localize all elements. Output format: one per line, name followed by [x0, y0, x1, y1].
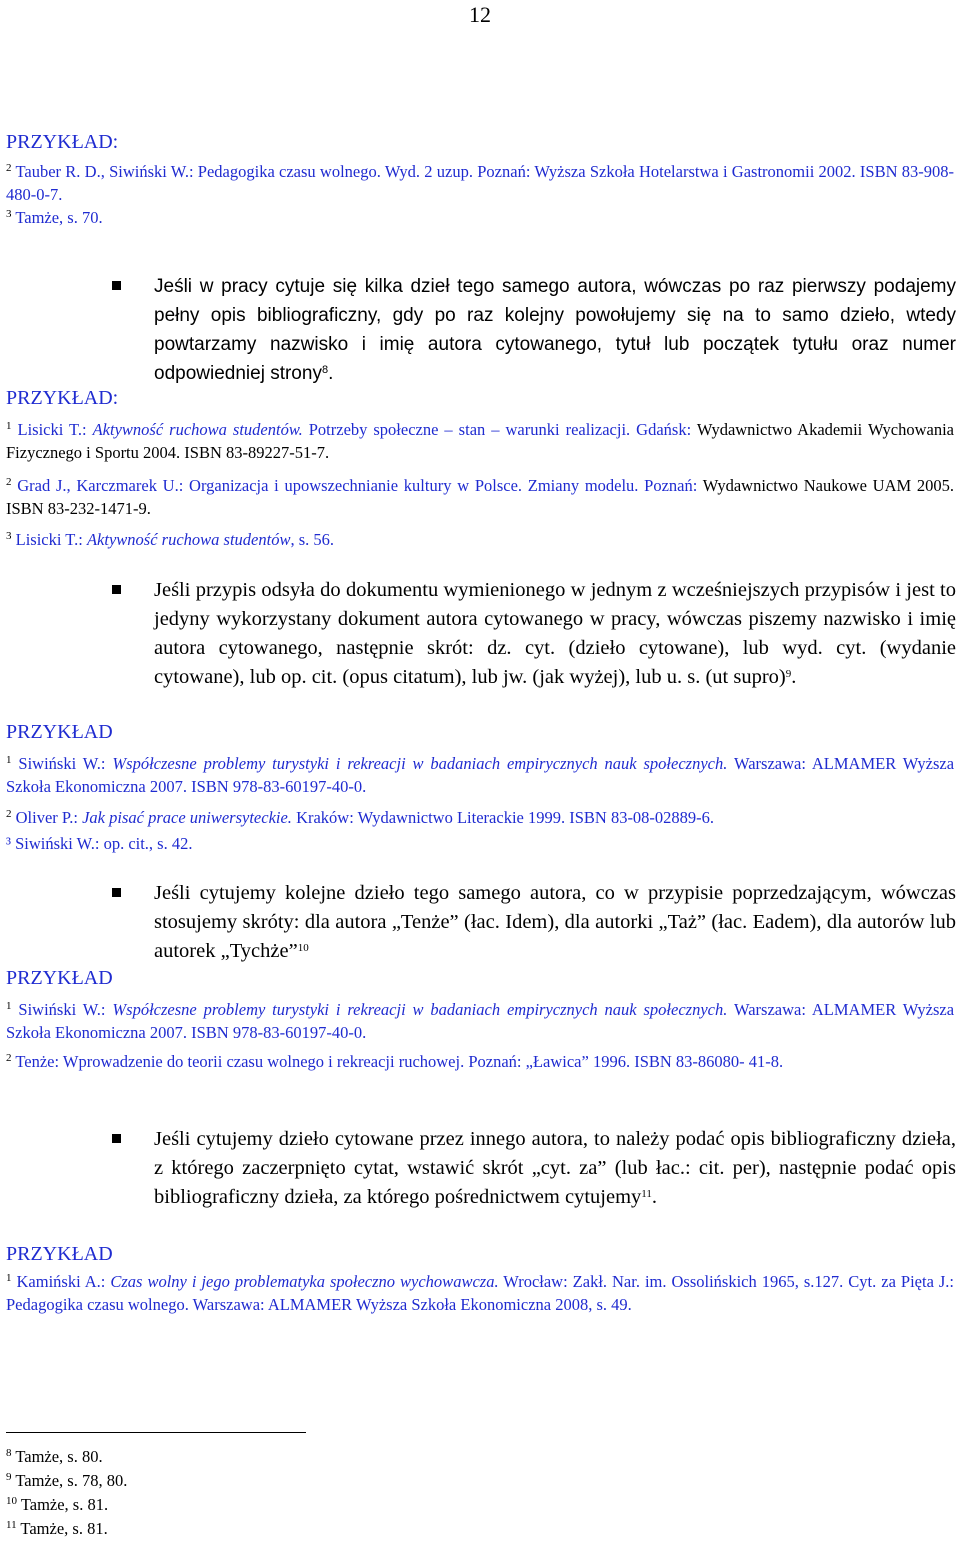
- footnote-ref: 11: [641, 1188, 652, 1200]
- footnote-entry: [6, 206, 954, 229]
- footnote-entry: [6, 998, 954, 1044]
- footnote-entry: [6, 418, 954, 464]
- footnote-number: 3: [6, 208, 12, 220]
- footnote-text: Siwiński W.: op. cit., s. 42.: [15, 834, 193, 853]
- bullet-text: Jeśli w pracy cytuje się kilka dzieł tego samego autora, wówczas po raz pierwszy podajemy pełny opis bibliograficzny, gdy po raz kolejny powołujemy się na to samo dzieło, wtedy powtarzamy nazwisko i imię autora cytowanego, tytuł lub początek tytułu oraz numer odpowiedniej strony: [154, 276, 956, 384]
- footnote-entry: [6, 528, 954, 551]
- page-footnote: $^8$ Tamże, s. 80.: [6, 1447, 103, 1466]
- footnote-title: Aktywność ruchowa studentów.: [92, 420, 303, 439]
- bullet-paragraph: Jeśli w pracy cytuje się kilka dzieł tego samego autora, wówczas po raz pierwszy podajemy pełny opis bibliograficzny, gdy po raz kolejny powołujemy się na to samo dzieło, wtedy powtarzamy nazwisko i imię autora cytowanego, tytuł lub początek tytułu oraz numer odpowiedniej strony$^8$.: [112, 272, 956, 388]
- example-label: PRZYKŁAD:: [6, 131, 119, 153]
- footnote-title: Aktywność ruchowa studentów: [86, 530, 291, 549]
- footnote-entry: [6, 832, 954, 855]
- footnote-author: Siwiński W.:: [18, 754, 106, 773]
- square-bullet-icon: [112, 888, 121, 897]
- bullet-paragraph: Jeśli przypis odsyła do dokumentu wymienionego w jednym z wcześniejszych przypisów i jest to jedyny wykorzystany dokument autora cytowanego w pracy, wówczas piszemy nazwisko i imię autora cytowanego, następnie skrót: dz. cyt. (dzieło cytowane), lub wyd. cyt. (wydanie cytowane), lub op. cit. (opus citatum), lub jw. (jak wyżej), lub u. s. (ut supro)$^9$.: [112, 576, 956, 692]
- footnote-number: 3: [6, 530, 12, 542]
- footnote-publisher: Potrzeby społeczne – stan – warunki realizacji. Gdańsk:: [308, 420, 692, 439]
- footnote-number: 1: [6, 420, 12, 432]
- footnote-rest: 1965, s.127. Cyt. za Pięta J.:: [761, 1272, 955, 1291]
- footnote-rest: Wydawnictwo Akademii Wychowania Fizycznego i Sportu 2004. ISBN 83-89227-51-7.: [6, 420, 954, 462]
- footnote-number: ³: [6, 834, 11, 853]
- footnote-entry: [6, 160, 954, 206]
- square-bullet-icon: [112, 1134, 121, 1143]
- footnote-rest: Warszawa: ALMAMER Wyższa Szkoła Ekonomiczna 2007. ISBN 978-83-60197-40-0.: [6, 754, 955, 796]
- example-label: PRZYKŁAD: [6, 721, 113, 743]
- bullet-text: Jeśli cytujemy dzieło cytowane przez innego autora, to należy podać opis bibliograficzny dzieła, z którego zaczerpnięto cytat, wstawić skrót „cyt. za” (lub łac.: cit. per), następnie podać opis bibliograficzny dzieła, za którego pośrednictwem cytujemy: [154, 1128, 956, 1208]
- footnote-text: Tauber R. D., Siwiński W.: Pedagogika czasu wolnego. Wyd. 2 uzup. Poznań: Wyższa Szkoła Hotelarstwa i Gastronomii 2002. ISBN 83-908-480-0-7.: [6, 162, 954, 204]
- footnote-entry: [6, 474, 954, 520]
- footnote-rest: Warszawa: ALMAMER Wyższa Szkoła Ekonomiczna 2007. ISBN 978-83-60197-40-0.: [6, 1000, 955, 1042]
- footnote-author: Lisicki T.:: [15, 530, 83, 549]
- bullet-paragraph: [112, 879, 956, 966]
- footnote-entry: [6, 1050, 954, 1073]
- footnote-entry: [6, 806, 954, 829]
- page-footnote: $^9$ Tamże, s. 78, 80.: [6, 1471, 128, 1490]
- footnote-ref: 8: [321, 364, 329, 376]
- footnote-number: 2: [6, 808, 12, 820]
- footnote-title: Wprowadzenie do teorii czasu wolnego i rekreacji ruchowej. Poznań: „Ławica” 1996. ISBN 83-86080-: [62, 1052, 745, 1071]
- bullet-paragraph: Jeśli cytujemy dzieło cytowane przez innego autora, to należy podać opis bibliograficzny dzieła, z którego zaczerpnięto cytat, wstawić skrót „cyt. za” (lub łac.: cit. per), następnie podać opis bibliograficzny dzieła, za którego pośrednictwem cytujemy$^{11}$.: [112, 1125, 956, 1212]
- footnote-number: 2: [6, 162, 12, 174]
- footnote-text: Tamże, s. 70.: [15, 208, 103, 227]
- footnote-number: 1: [6, 1272, 12, 1284]
- footnote-title: Współczesne problemy turystyki i rekreacji w badaniach empirycznych nauk społecznych.: [112, 754, 728, 773]
- footnote-author: Siwiński W.:: [18, 1000, 106, 1019]
- footnote-rest: 41-8.: [748, 1052, 784, 1071]
- footnote-author: Kamiński A.:: [16, 1272, 106, 1291]
- footnote-author: Grad J., Karczmarek U.:: [17, 476, 184, 495]
- footnote-entry: [6, 1270, 954, 1316]
- page-number: 12: [469, 2, 491, 27]
- footnote-rest: Wydawnictwo Naukowe UAM 2005. ISBN 83-232-1471-9.: [6, 476, 955, 518]
- footnote-number: 2: [6, 1052, 12, 1064]
- footnote-title: Współczesne problemy turystyki i rekreacji w badaniach empirycznych nauk społecznych.: [112, 1000, 728, 1019]
- footnote-entry: [6, 752, 954, 798]
- example-label: PRZYKŁAD: [6, 1243, 113, 1265]
- example-label: PRZYKŁAD: [6, 967, 113, 989]
- page-footnote: $^{10}$ Tamże, s. 81.: [6, 1495, 109, 1514]
- footnote-title: Jak pisać prace uniwersyteckie.: [82, 808, 292, 827]
- footnote-author: Tenże:: [15, 1052, 60, 1071]
- bullet-text: Jeśli cytujemy kolejne dzieło tego samego autora, co w przypisie poprzedzającym, wówczas stosujemy skróty: dla autora „Tenże” (łac. Idem), dla autorki „Taż” (łac. Eadem), dla autorów lub autorek „Tychże”: [154, 882, 956, 962]
- example-label: PRZYKŁAD:: [6, 387, 119, 409]
- footnote-author: Lisicki T.:: [17, 420, 87, 439]
- footnote-number: 2: [6, 476, 12, 488]
- square-bullet-icon: [112, 281, 121, 290]
- footnote-separator: [6, 1432, 306, 1433]
- footnote-title: Organizacja i upowszechnianie kultury w Polsce. Zmiany modelu. Poznań:: [189, 476, 698, 495]
- footnote-rest: 2008, s. 49.: [555, 1295, 632, 1314]
- footnote-ref: 10: [297, 942, 309, 954]
- footnote-title: Czas wolny i jego problematyka społeczno wychowawcza.: [110, 1272, 499, 1291]
- page-footnote: $^{11}$ Tamże, s. 81.: [6, 1519, 108, 1538]
- footnote-ref: 9: [785, 668, 792, 680]
- square-bullet-icon: [112, 585, 121, 594]
- footnote-author: Oliver P.:: [15, 808, 78, 827]
- footnote-number: 1: [6, 1000, 12, 1012]
- footnote-rest: Pedagogika czasu wolnego. Warszawa: ALMAMER Wyższa Szkoła Ekonomiczna: [6, 1295, 552, 1314]
- footnote-rest: Kraków: Wydawnictwo Literackie 1999. ISBN 83-08-02889-6.: [296, 808, 715, 827]
- footnote-number: 1: [6, 754, 12, 766]
- bullet-text: Jeśli przypis odsyła do dokumentu wymienionego w jednym z wcześniejszych przypisów i jest to jedyny wykorzystany dokument autora cytowanego w pracy, wówczas piszemy nazwisko i imię autora cytowanego, następnie skrót: dz. cyt. (dzieło cytowane), lub wyd. cyt. (wydanie cytowane), lub op. cit. (opus citatum), lub jw. (jak wyżej), lub u. s. (ut supro): [154, 579, 956, 688]
- footnote-rest: , s. 56.: [290, 530, 334, 549]
- footnote-publisher: Wrocław: Zakł. Nar. im. Ossolińskich: [503, 1272, 757, 1291]
